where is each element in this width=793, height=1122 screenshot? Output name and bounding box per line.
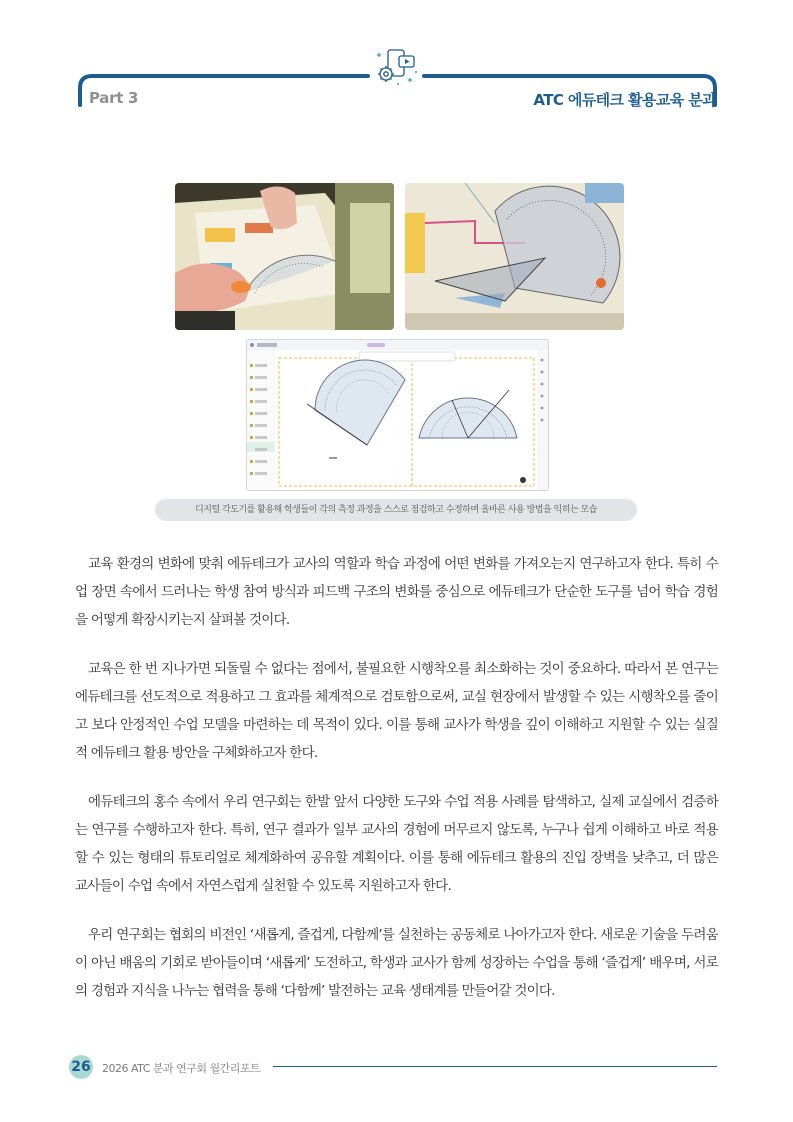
paragraph: 교육 환경의 변화에 맞춰 에듀테크가 교사의 역할과 학습 과정에 어떤 변화를 가져오는지 연구하고자 한다. 특히 수업 장면 속에서 드러나는 학생 참여 방식과 피드백 구조의 변화를 중심으로 에듀테크가 단순한 도구를 넘어 학습 경험을 어떻게 확장시키는지 살펴볼 것이다. <box>75 556 718 628</box>
page-number: 26 <box>69 1055 93 1079</box>
section-title: ATC 에듀테크 활용교육 분과 <box>533 91 716 109</box>
footer-divider <box>273 1066 717 1067</box>
paragraph: 에듀테크의 홍수 속에서 우리 연구회는 한발 앞서 다양한 도구와 수업 적용 사례를 탐색하고, 실제 교실에서 검증하는 연구를 수행하고자 한다. 특히, 연구 결과가 일부 교사의 경험에 머무르지 않도록, 누구나 쉽게 이해하고 바로 적용할 수 있는 형태의 튜토리얼로 체계화하여 공유할 계획이다. 이를 통해 에듀테크 활용의 진입 장벽을 낮추고, 더 많은 교사들이 수업 속에서 자연스럽게 실천할 수 있도록 지원하고자 한다. <box>75 794 718 894</box>
digital-protractor-screen <box>246 339 549 491</box>
classroom-photo-right <box>405 183 624 330</box>
figure-caption: 디지털 각도기를 활용해 학생들이 각의 측정 과정을 스스로 점검하고 수정하며 올바른 사용 방법을 익히는 모습 <box>155 499 637 521</box>
part-label: Part 3 <box>89 89 139 107</box>
paragraph: 우리 연구회는 협회의 비전인 ‘새롭게, 즐겁게, 다함께’를 실천하는 공동체로 나아가고자 한다. 새로운 기술을 두려움이 아닌 배움의 기회로 받아들이며 ‘새롭게’ 도전하고, 학생과 교사가 함께 성장하는 수업을 통해 ‘즐겁게’ 배우며, 서로의 경험과 지식을 나누는 협력을 통해 ‘다함께’ 발전하는 교육 생태계를 만들어갈 것이다. <box>75 927 718 999</box>
paragraph: 교육은 한 번 지나가면 되돌릴 수 없다는 점에서, 불필요한 시행착오를 최소화하는 것이 중요하다. 따라서 본 연구는 에듀테크를 선도적으로 적용하고 그 효과를 체계적으로 검토함으로써, 교실 현장에서 발생할 수 있는 시행착오를 줄이고 보다 안정적인 수업 모델을 마련하는 데 목적이 있다. 이를 통해 교사가 학생을 깊이 이해하고 지원할 수 있는 실질적 에듀테크 활용 방안을 구체화하고자 한다. <box>75 661 718 761</box>
body-text <box>75 550 718 1026</box>
footer-title: 2026 ATC 분과 연구회 월간리포트 <box>102 1062 261 1075</box>
gear-phone-icon <box>377 50 417 85</box>
classroom-photo-left <box>175 183 394 330</box>
